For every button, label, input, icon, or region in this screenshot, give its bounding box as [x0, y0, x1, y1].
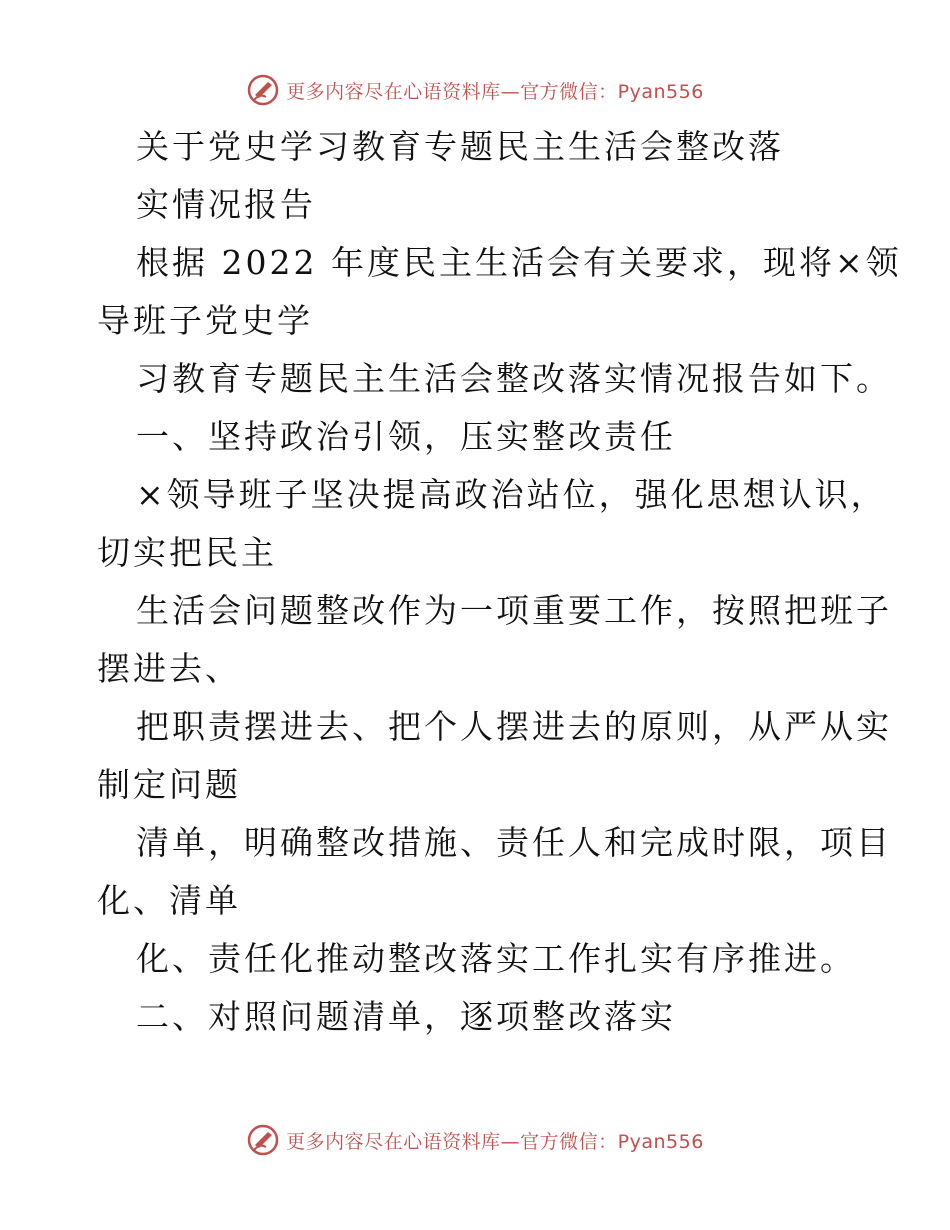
paragraph-line: 生活会问题整改作为一项重要工作，按照把班子	[136, 591, 892, 630]
paragraph-line: 根据 2022 年度民主生活会有关要求，现将×领	[136, 243, 902, 282]
paragraph-line: 导班子党史学	[97, 301, 313, 340]
section-heading-2: 二、对照问题清单，逐项整改落实	[136, 997, 676, 1036]
paragraph-line: 化、责任化推动整改落实工作扎实有序推进。	[136, 939, 856, 978]
watermark-logo-icon	[246, 1123, 280, 1157]
paragraph-line: 清单，明确整改措施、责任人和完成时限，项目	[136, 823, 892, 862]
title-line-1: 关于党史学习教育专题民主生活会整改落	[136, 127, 784, 166]
paragraph-line: 切实把民主	[97, 533, 277, 572]
watermark-footer	[0, 1120, 950, 1160]
paragraph-line: 制定问题	[97, 765, 241, 804]
paragraph-line: ×领导班子坚决提高政治站位，强化思想认识，	[136, 475, 887, 514]
paragraph-line: 化、清单	[97, 881, 241, 920]
watermark-text: 更多内容尽在心语资料库—官方微信：Pyan556	[286, 1130, 704, 1153]
watermark-text: 更多内容尽在心语资料库—官方微信：Pyan556	[286, 80, 704, 103]
title-line-2: 实情况报告	[136, 185, 316, 224]
paragraph-line: 习教育专题民主生活会整改落实情况报告如下。	[136, 359, 892, 398]
paragraph-line: 把职责摆进去、把个人摆进去的原则，从严从实	[136, 707, 892, 746]
paragraph-line: 摆进去、	[97, 649, 241, 688]
section-heading-1: 一、坚持政治引领，压实整改责任	[136, 417, 676, 456]
